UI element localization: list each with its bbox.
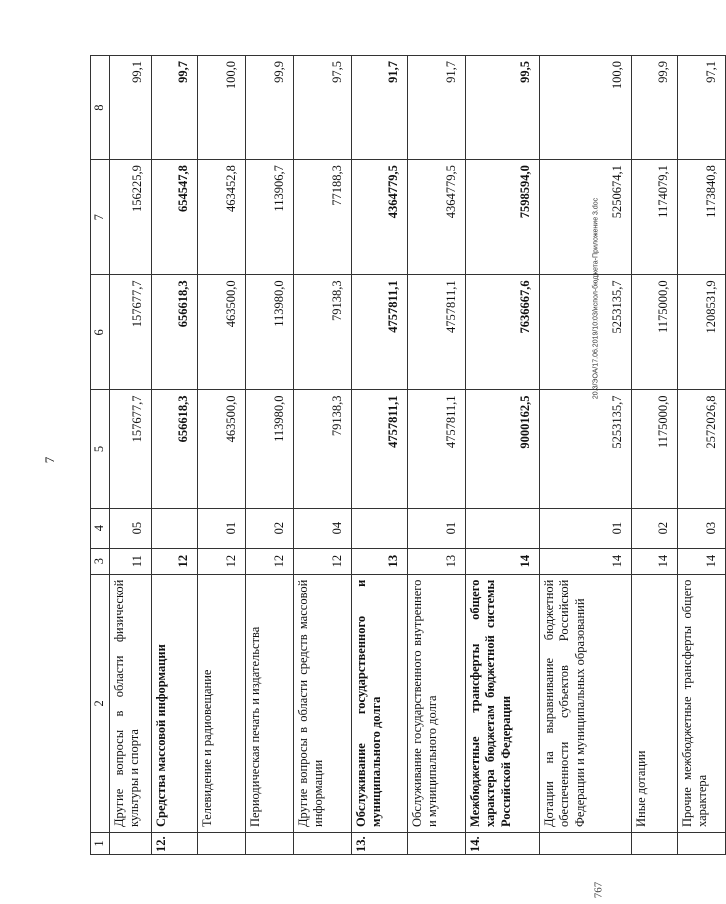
- row-index: [293, 832, 351, 854]
- column-header: 2: [91, 574, 110, 832]
- column-header: 4: [91, 508, 110, 548]
- row-name: Средства массовой информации: [151, 574, 197, 832]
- value-col6: 157677,7: [109, 275, 151, 390]
- page-number: 7: [42, 456, 57, 464]
- row-index: [677, 832, 725, 854]
- table-row: [197, 56, 245, 855]
- corner-number: 767: [592, 881, 605, 899]
- subsection-code: [465, 508, 539, 548]
- subsection-code: 01: [539, 508, 631, 548]
- column-header: 7: [91, 160, 110, 275]
- value-col6: 463500,0: [197, 275, 245, 390]
- row-index: 12.: [151, 832, 197, 854]
- row-index: [539, 832, 631, 854]
- value-col8: 100,0: [197, 56, 245, 160]
- value-col8: 99,7: [151, 56, 197, 160]
- value-col6: 4757811,1: [351, 275, 407, 390]
- row-name: Обслуживание государственного внутреннего и муниципального долга: [407, 574, 465, 832]
- row-name: Иные дотации: [631, 574, 677, 832]
- value-col5: 5253135,7: [539, 390, 631, 508]
- value-col8: 99,9: [245, 56, 293, 160]
- table-row: [539, 56, 631, 855]
- value-col6: 1208531,9: [677, 275, 725, 390]
- section-code: 12: [197, 548, 245, 574]
- value-col7: 77188,3: [293, 160, 351, 275]
- value-col7: 156225,9: [109, 160, 151, 275]
- value-col5: 113980,0: [245, 390, 293, 508]
- section-code: 14: [631, 548, 677, 574]
- value-col6: 4757811,1: [407, 275, 465, 390]
- footer-file-path-text: 20.3/ЭОА/17.06.2019/10:03/испол-бюджета-Приложение 3.doc: [592, 197, 600, 400]
- section-code: 14: [539, 548, 631, 574]
- value-col6: 113980,0: [245, 275, 293, 390]
- value-col8: 99,5: [465, 56, 539, 160]
- section-code: 14: [677, 548, 725, 574]
- value-col7: 654547,8: [151, 160, 197, 275]
- table-row: [109, 56, 151, 855]
- value-col7: 1174079,1: [631, 160, 677, 275]
- value-col5: 1175000,0: [631, 390, 677, 508]
- value-col7: 5250674,1: [539, 160, 631, 275]
- value-col7: 4364779,5: [351, 160, 407, 275]
- value-col5: 656618,3: [151, 390, 197, 508]
- subsection-code: 05: [109, 508, 151, 548]
- subsection-code: 02: [631, 508, 677, 548]
- row-name: Прочие межбюджетные трансферты общего характера: [677, 574, 725, 832]
- value-col5: 79138,3: [293, 390, 351, 508]
- table-row: [677, 56, 725, 855]
- row-name: Дотации на выравнивание бюджетной обеспеченности субъектов Российской Федерации и муниципальных образований: [539, 574, 631, 832]
- column-header: 3: [91, 548, 110, 574]
- section-code: 12: [151, 548, 197, 574]
- row-index: [109, 832, 151, 854]
- column-header: 8: [91, 56, 110, 160]
- value-col8: 91,7: [407, 56, 465, 160]
- value-col6: 5253135,7: [539, 275, 631, 390]
- row-index: 13.: [351, 832, 407, 854]
- row-name: Обслуживание государственного и муниципального долга: [351, 574, 407, 832]
- subsection-code: 01: [407, 508, 465, 548]
- section-code: 13: [407, 548, 465, 574]
- value-col7: 7598594,0: [465, 160, 539, 275]
- value-col8: 100,0: [539, 56, 631, 160]
- column-header: 6: [91, 275, 110, 390]
- value-col6: 7636667,6: [465, 275, 539, 390]
- value-col6: 79138,3: [293, 275, 351, 390]
- column-header: 1: [91, 832, 110, 854]
- value-col8: 97,5: [293, 56, 351, 160]
- value-col5: 4757811,1: [407, 390, 465, 508]
- value-col8: 99,9: [631, 56, 677, 160]
- table-row: [293, 56, 351, 855]
- row-index: [407, 832, 465, 854]
- table-header-row: [91, 56, 110, 855]
- value-col7: 113906,7: [245, 160, 293, 275]
- row-name: Телевидение и радиовещание: [197, 574, 245, 832]
- row-index: [245, 832, 293, 854]
- table-row: [245, 56, 293, 855]
- section-code: 11: [109, 548, 151, 574]
- row-name: Другие вопросы в области физической культуры и спорта: [109, 574, 151, 832]
- subsection-code: 03: [677, 508, 725, 548]
- value-col5: 4757811,1: [351, 390, 407, 508]
- value-col5: 463500,0: [197, 390, 245, 508]
- value-col8: 91,7: [351, 56, 407, 160]
- value-col6: 656618,3: [151, 275, 197, 390]
- row-index: [631, 832, 677, 854]
- subsection-code: 04: [293, 508, 351, 548]
- table-row: [465, 56, 539, 855]
- row-name: Другие вопросы в области средств массовой информации: [293, 574, 351, 832]
- value-col8: 97,1: [677, 56, 725, 160]
- value-col5: 9000162,5: [465, 390, 539, 508]
- subsection-code: [151, 508, 197, 548]
- section-code: 13: [351, 548, 407, 574]
- subsection-code: 01: [197, 508, 245, 548]
- value-col8: 99,1: [109, 56, 151, 160]
- table-row: [351, 56, 407, 855]
- section-code: 14: [465, 548, 539, 574]
- value-col6: 1175000,0: [631, 275, 677, 390]
- row-name: Периодическая печать и издательства: [245, 574, 293, 832]
- section-code: 12: [293, 548, 351, 574]
- budget-table: [90, 55, 726, 855]
- table-row: [407, 56, 465, 855]
- table-row: [631, 56, 677, 855]
- row-name: Межбюджетные трансферты общего характера бюджетам бюджетной системы Российской Федерации: [465, 574, 539, 832]
- row-index: 14.: [465, 832, 539, 854]
- value-col5: 157677,7: [109, 390, 151, 508]
- value-col5: 2572026,8: [677, 390, 725, 508]
- section-code: 12: [245, 548, 293, 574]
- subsection-code: [351, 508, 407, 548]
- column-header: 5: [91, 390, 110, 508]
- subsection-code: 02: [245, 508, 293, 548]
- row-index: [197, 832, 245, 854]
- table-row: [151, 56, 197, 855]
- value-col7: 1173840,8: [677, 160, 725, 275]
- value-col7: 4364779,5: [407, 160, 465, 275]
- value-col7: 463452,8: [197, 160, 245, 275]
